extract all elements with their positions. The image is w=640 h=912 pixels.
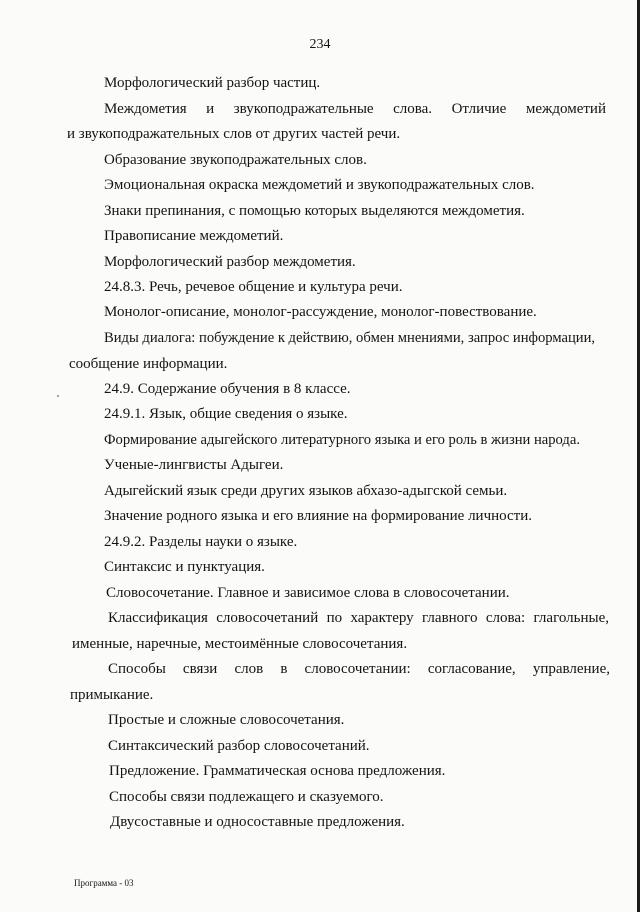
text-line: Междометия и звукоподражательные слова. Отличие междометий (104, 101, 606, 117)
text-line: Морфологический разбор междометия. (104, 254, 356, 270)
text-line: Предложение. Грамматическая основа предложения. (109, 763, 446, 779)
scan-speck (57, 395, 59, 397)
text-line: Двусоставные и односоставные предложения. (110, 814, 405, 830)
text-line: Способы связи слов в словосочетании: согласование, управление, (108, 661, 610, 677)
text-line: Эмоциональная окраска междометий и звукоподражательных слов. (104, 177, 535, 193)
text-line: Способы связи подлежащего и сказуемого. (109, 789, 384, 805)
text-line: примыкание. (70, 687, 154, 703)
page-number: 234 (309, 37, 331, 52)
text-line: Классификация словосочетаний по характеру главного слова: глагольные, (108, 610, 609, 626)
text-line: Формирование адыгейского литературного языка и его роль в жизни народа. (104, 432, 580, 448)
text-line: и звукоподражательных слов от других частей речи. (67, 126, 401, 142)
text-line: Простые и сложные словосочетания. (108, 712, 345, 728)
text-line: Ученые-лингвисты Адыгеи. (104, 457, 284, 473)
text-line: Морфологический разбор частиц. (104, 75, 321, 91)
text-line: Знаки препинания, с помощью которых выделяются междометия. (104, 203, 525, 219)
text-line: 24.9.2. Разделы науки о языке. (104, 534, 298, 550)
text-line: 24.9.1. Язык, общие сведения о языке. (104, 406, 348, 422)
text-line: Образование звукоподражательных слов. (104, 152, 367, 168)
footer-label: Программа - 03 (74, 878, 134, 888)
text-line: 24.8.3. Речь, речевое общение и культура речи. (104, 279, 403, 295)
text-line: Монолог-описание, монолог-рассуждение, монолог-повествование. (104, 304, 537, 320)
text-line: Словосочетание. Главное и зависимое слова в словосочетании. (106, 585, 510, 601)
text-line: Адыгейский язык среди других языков абхазо-адыгской семьи. (104, 483, 508, 499)
text-line: именные, наречные, местоимённые словосочетания. (72, 636, 408, 652)
text-line: Синтаксис и пунктуация. (104, 559, 265, 575)
text-line: 24.9. Содержание обучения в 8 классе. (104, 381, 351, 397)
text-line: Синтаксический разбор словосочетаний. (108, 738, 370, 754)
text-line: Значение родного языка и его влияние на формирование личности. (104, 508, 533, 524)
text-line: сообщение информации. (69, 356, 228, 372)
text-line: Правописание междометий. (104, 228, 284, 244)
text-line: Виды диалога: побуждение к действию, обмен мнениями, запрос информации, (104, 330, 596, 346)
